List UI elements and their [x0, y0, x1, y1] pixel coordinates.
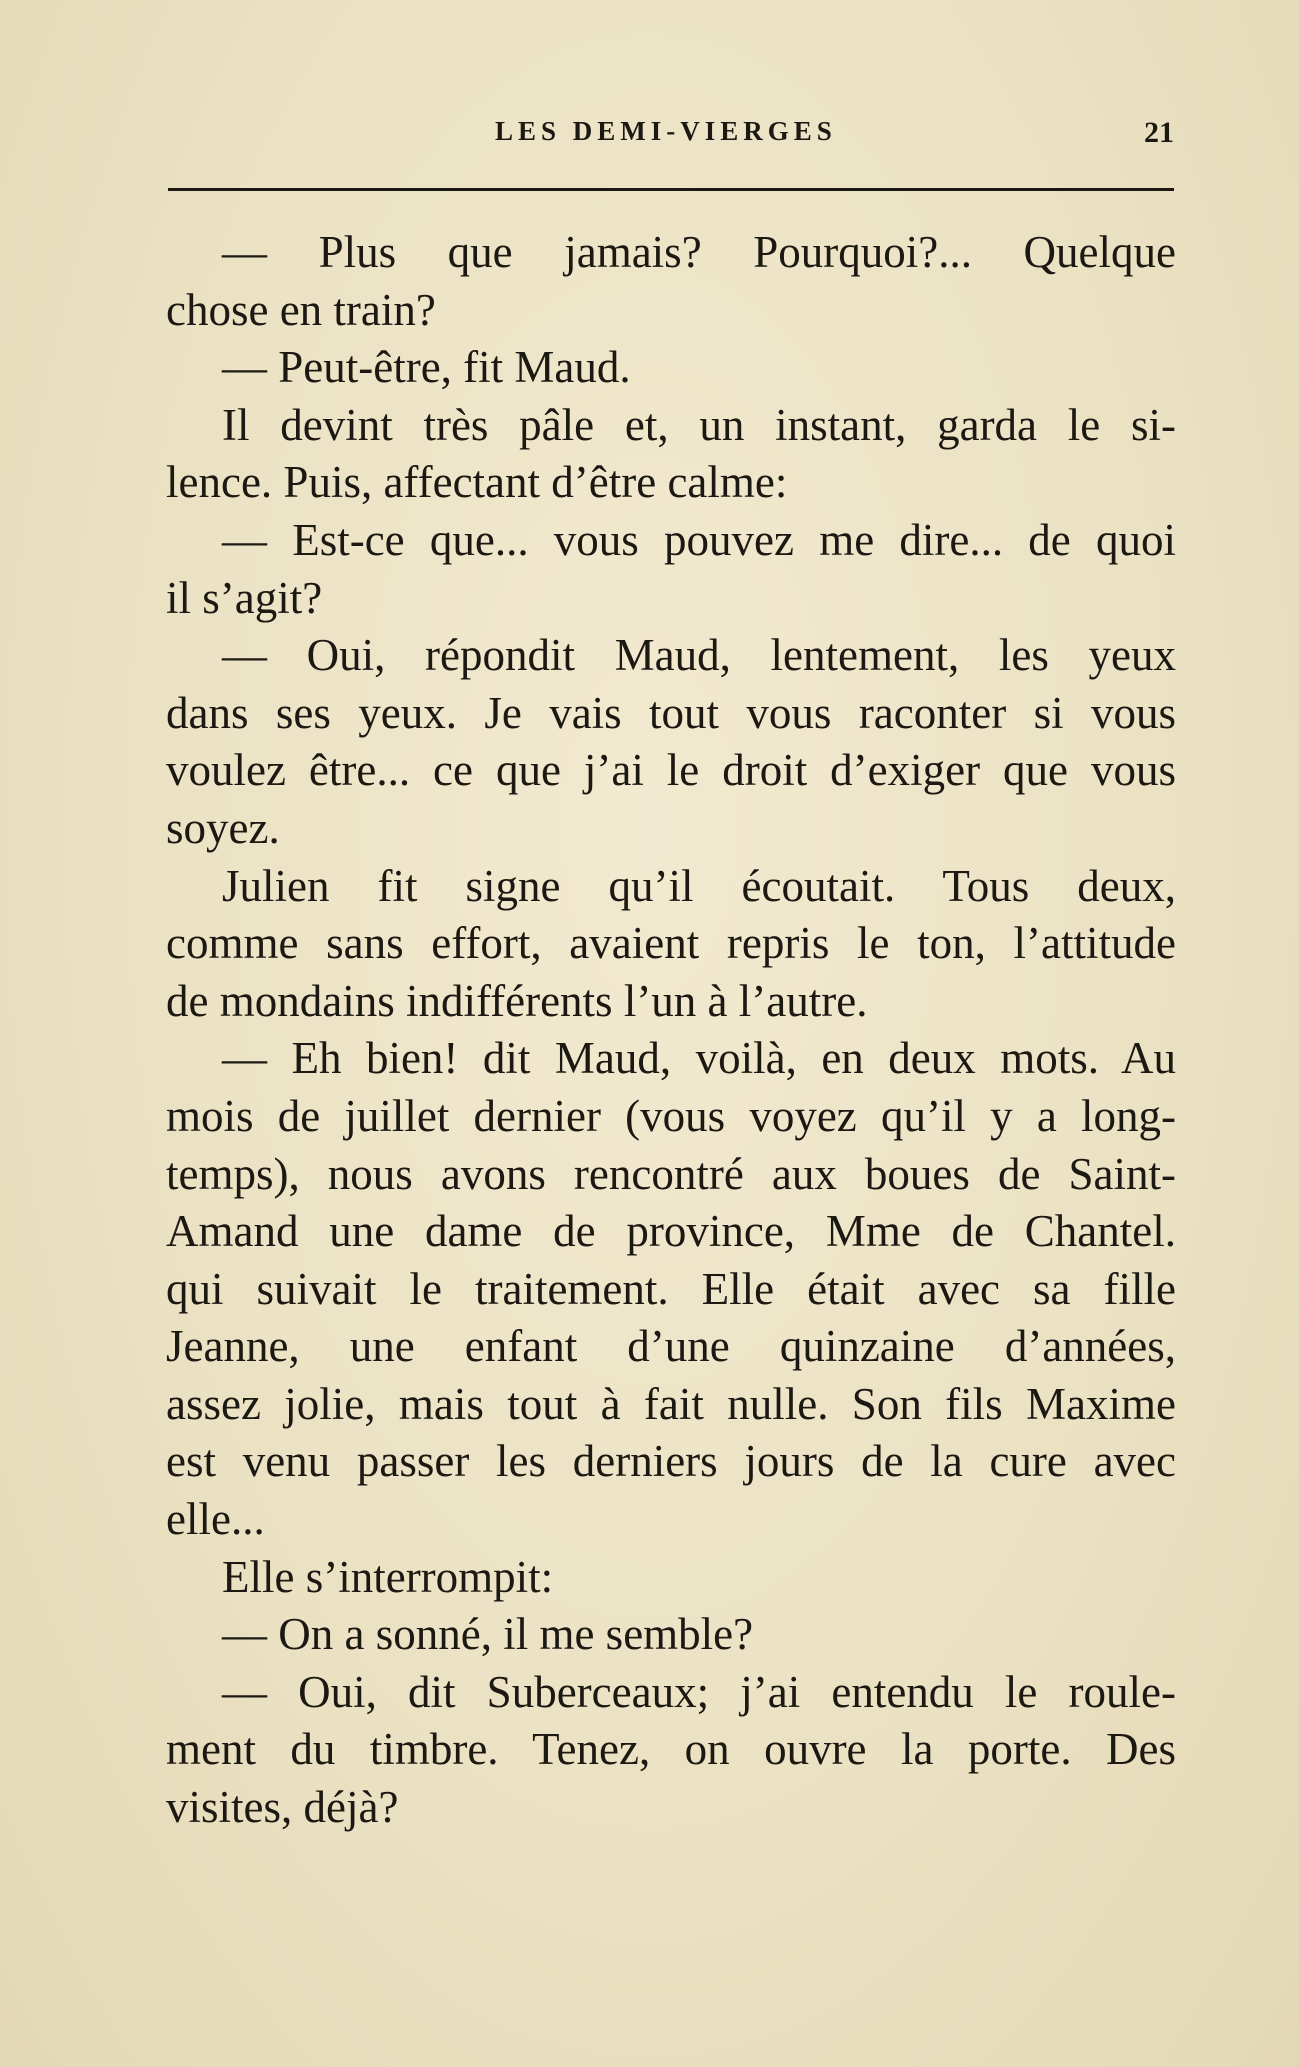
text-line: temps), nous avons rencontré aux boues de Saint-	[166, 1148, 1176, 1199]
body-text	[166, 224, 1176, 1837]
text-line: qui suivait le traitement. Elle était avec sa fille	[166, 1263, 1176, 1314]
text-line: dans ses yeux. Je vais tout vous raconter si vous	[166, 687, 1176, 738]
running-title: LES DEMI-VIERGES	[495, 116, 837, 146]
text-line: il s’agit?	[166, 572, 323, 623]
text-line: — On a sonné, il me semble?	[222, 1609, 754, 1660]
text-line: elle...	[166, 1494, 265, 1545]
page-number: 21	[1144, 116, 1174, 149]
text-line: de mondains indifférents l’un à l’autre.	[166, 975, 868, 1026]
text-line: mois de juillet dernier (vous voyez qu’il y a long-	[166, 1090, 1176, 1141]
text-line: ment du timbre. Tenez, on ouvre la porte. Des	[166, 1724, 1176, 1775]
text-line: comme sans effort, avaient repris le ton, l’attitude	[166, 918, 1176, 969]
text-line: Jeanne, une enfant d’une quinzaine d’années,	[166, 1321, 1176, 1372]
text-line: soyez.	[166, 802, 280, 853]
text-line: lence. Puis, affectant d’être calme:	[166, 457, 788, 508]
text-line: assez jolie, mais tout à fait nulle. Son fils Maxime	[166, 1378, 1176, 1429]
text-line: — Plus que jamais? Pourquoi?... Quelque	[222, 227, 1176, 277]
text-line: visites, déjà?	[166, 1782, 399, 1833]
text-line: — Eh bien! dit Maud, voilà, en deux mots. Au	[222, 1033, 1176, 1084]
text-line: Il devint très pâle et, un instant, garda le si-	[222, 399, 1176, 450]
text-line: — Oui, répondit Maud, lentement, les yeux	[222, 630, 1176, 681]
text-line: est venu passer les derniers jours de la cure avec	[166, 1436, 1176, 1487]
running-header	[168, 112, 1174, 162]
text-line: voulez être... ce que j’ai le droit d’exiger que vous	[166, 745, 1176, 796]
text-line: chose en train?	[166, 284, 436, 335]
text-line: — Peut-être, fit Maud.	[222, 342, 631, 393]
text-line: — Oui, dit Suberceaux; j’ai entendu le roule-	[222, 1666, 1176, 1717]
text-line: Amand une dame de province, Mme de Chantel.	[166, 1206, 1176, 1257]
text-line: Elle s’interrompit:	[222, 1551, 554, 1602]
text-line: Julien fit signe qu’il écoutait. Tous deux,	[222, 860, 1176, 911]
text-line: — Est-ce que... vous pouvez me dire... de quoi	[222, 514, 1176, 565]
header-rule	[168, 188, 1174, 191]
